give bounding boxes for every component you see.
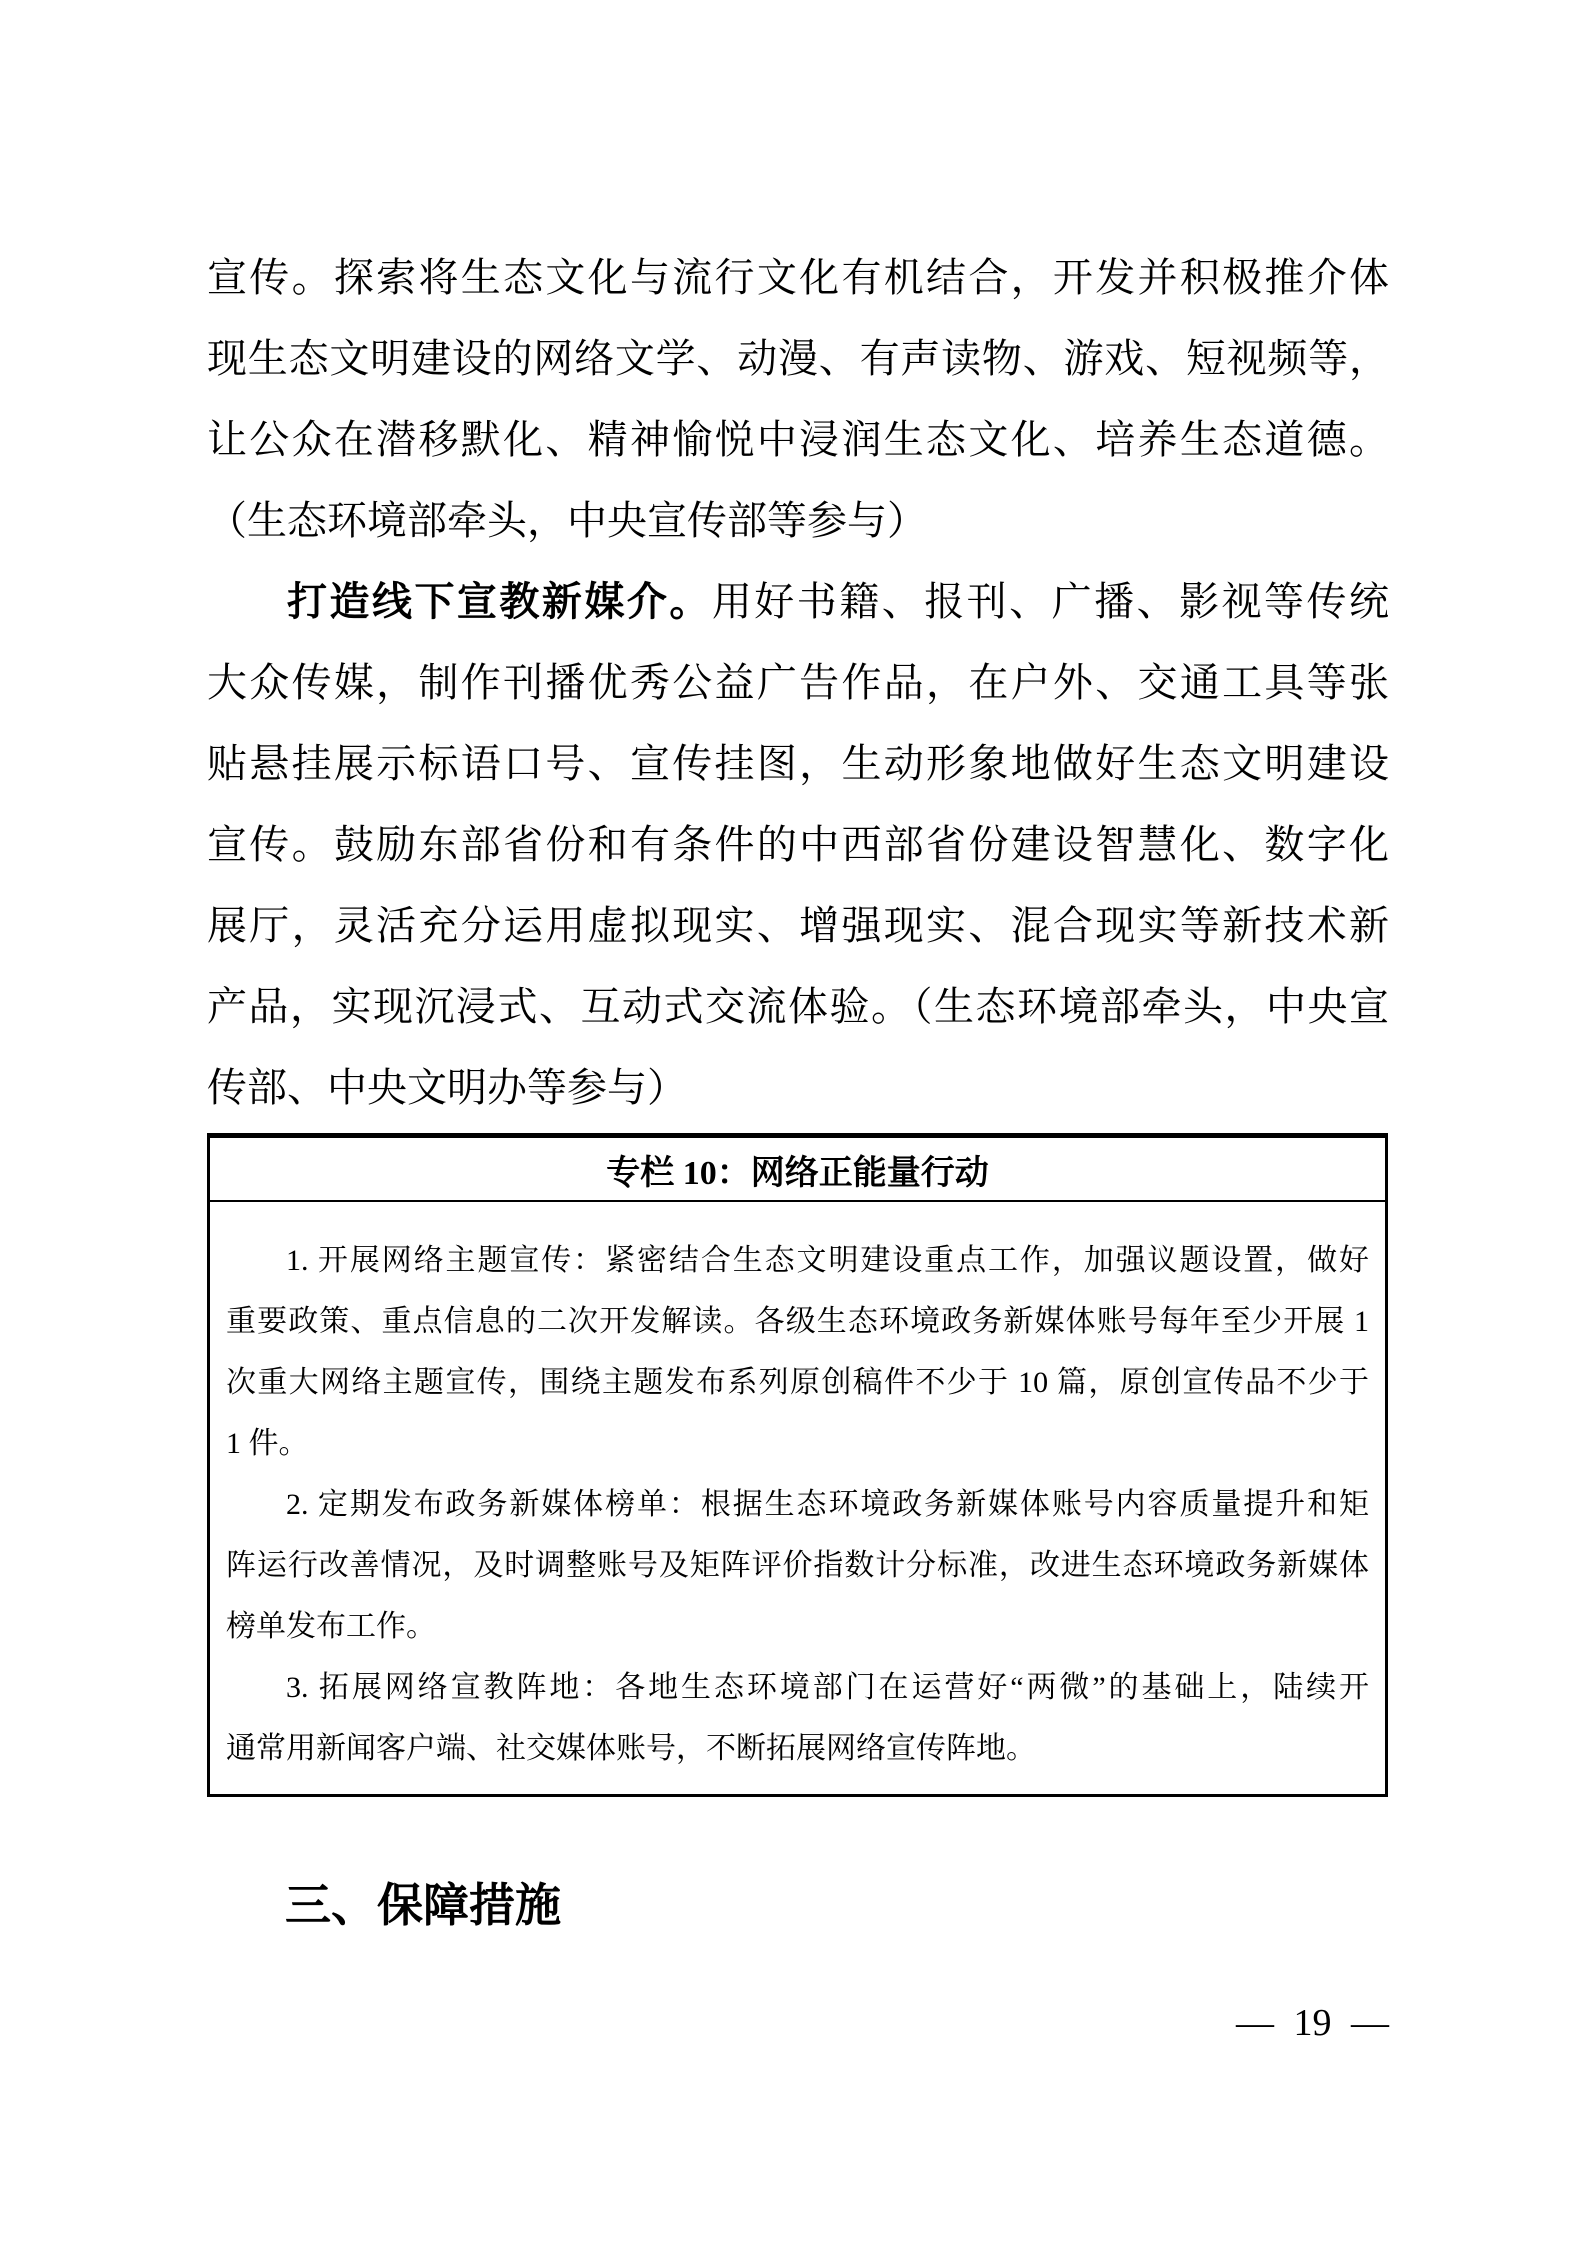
paragraph-line: （生态环境部牵头，中央宣传部等参与） (207, 498, 927, 543)
paragraph-line: 宣传。探索将生态文化与流行文化有机结合，开发并积极推介体 (207, 255, 1389, 300)
paragraph-line: 贴悬挂展示标语口号、宣传挂图，生动形象地做好生态文明建设 (207, 741, 1389, 786)
callout-box-title: 专栏 10：网络正能量行动 (606, 1154, 989, 1192)
paragraph-line-text: 用好书籍、报刊、广播、影视等传统 (711, 579, 1390, 624)
callout-box-header (210, 1138, 1385, 1202)
box-line: 重要政策、重点信息的二次开发解读。各级生态环境政务新媒体账号每年至少开展 1 (226, 1305, 1369, 1338)
box-line: 2. 定期发布政务新媒体榜单：根据生态环境政务新媒体账号内容质量提升和矩 (286, 1488, 1369, 1521)
paragraph-line: 让公众在潜移默化、精神愉悦中浸润生态文化、培养生态道德。 (207, 417, 1389, 462)
box-line: 通常用新闻客户端、社交媒体账号，不断拓展网络宣传阵地。 (226, 1732, 1036, 1765)
paragraph-line (207, 561, 1389, 642)
box-line: 1. 开展网络主题宣传：紧密结合生态文明建设重点工作，加强议题设置，做好 (286, 1244, 1369, 1277)
box-line: 次重大网络主题宣传，围绕主题发布系列原创稿件不少于 10 篇，原创宣传品不少于 (226, 1366, 1369, 1399)
paragraph-line: 展厅，灵活充分运用虚拟现实、增强现实、混合现实等新技术新 (207, 903, 1389, 948)
paragraph-line: 产品，实现沉浸式、互动式交流体验。（生态环境部牵头，中央宣 (207, 984, 1389, 1029)
paragraph-bold-lead: 打造线下宣教新媒介。 (287, 579, 712, 624)
callout-box-column-10 (207, 1133, 1388, 1797)
callout-box-body (210, 1202, 1385, 1779)
body-text-block (207, 237, 1389, 1128)
page-number: — 19 — (1236, 2002, 1389, 2044)
box-line: 3. 拓展网络宣教阵地：各地生态环境部门在运营好“两微”的基础上，陆续开 (286, 1671, 1369, 1704)
box-line: 榜单发布工作。 (226, 1610, 436, 1643)
paragraph-line: 传部、中央文明办等参与） (207, 1065, 687, 1110)
box-line: 1 件。 (226, 1427, 309, 1460)
paragraph-line: 现生态文明建设的网络文学、动漫、有声读物、游戏、短视频等， (207, 336, 1389, 381)
section-heading: 三、保障措施 (285, 1879, 561, 1931)
box-line: 阵运行改善情况，及时调整账号及矩阵评价指数计分标准，改进生态环境政务新媒体 (226, 1549, 1369, 1582)
paragraph-line: 大众传媒，制作刊播优秀公益广告作品，在户外、交通工具等张 (207, 660, 1389, 705)
paragraph-line: 宣传。鼓励东部省份和有条件的中西部省份建设智慧化、数字化 (207, 822, 1389, 867)
